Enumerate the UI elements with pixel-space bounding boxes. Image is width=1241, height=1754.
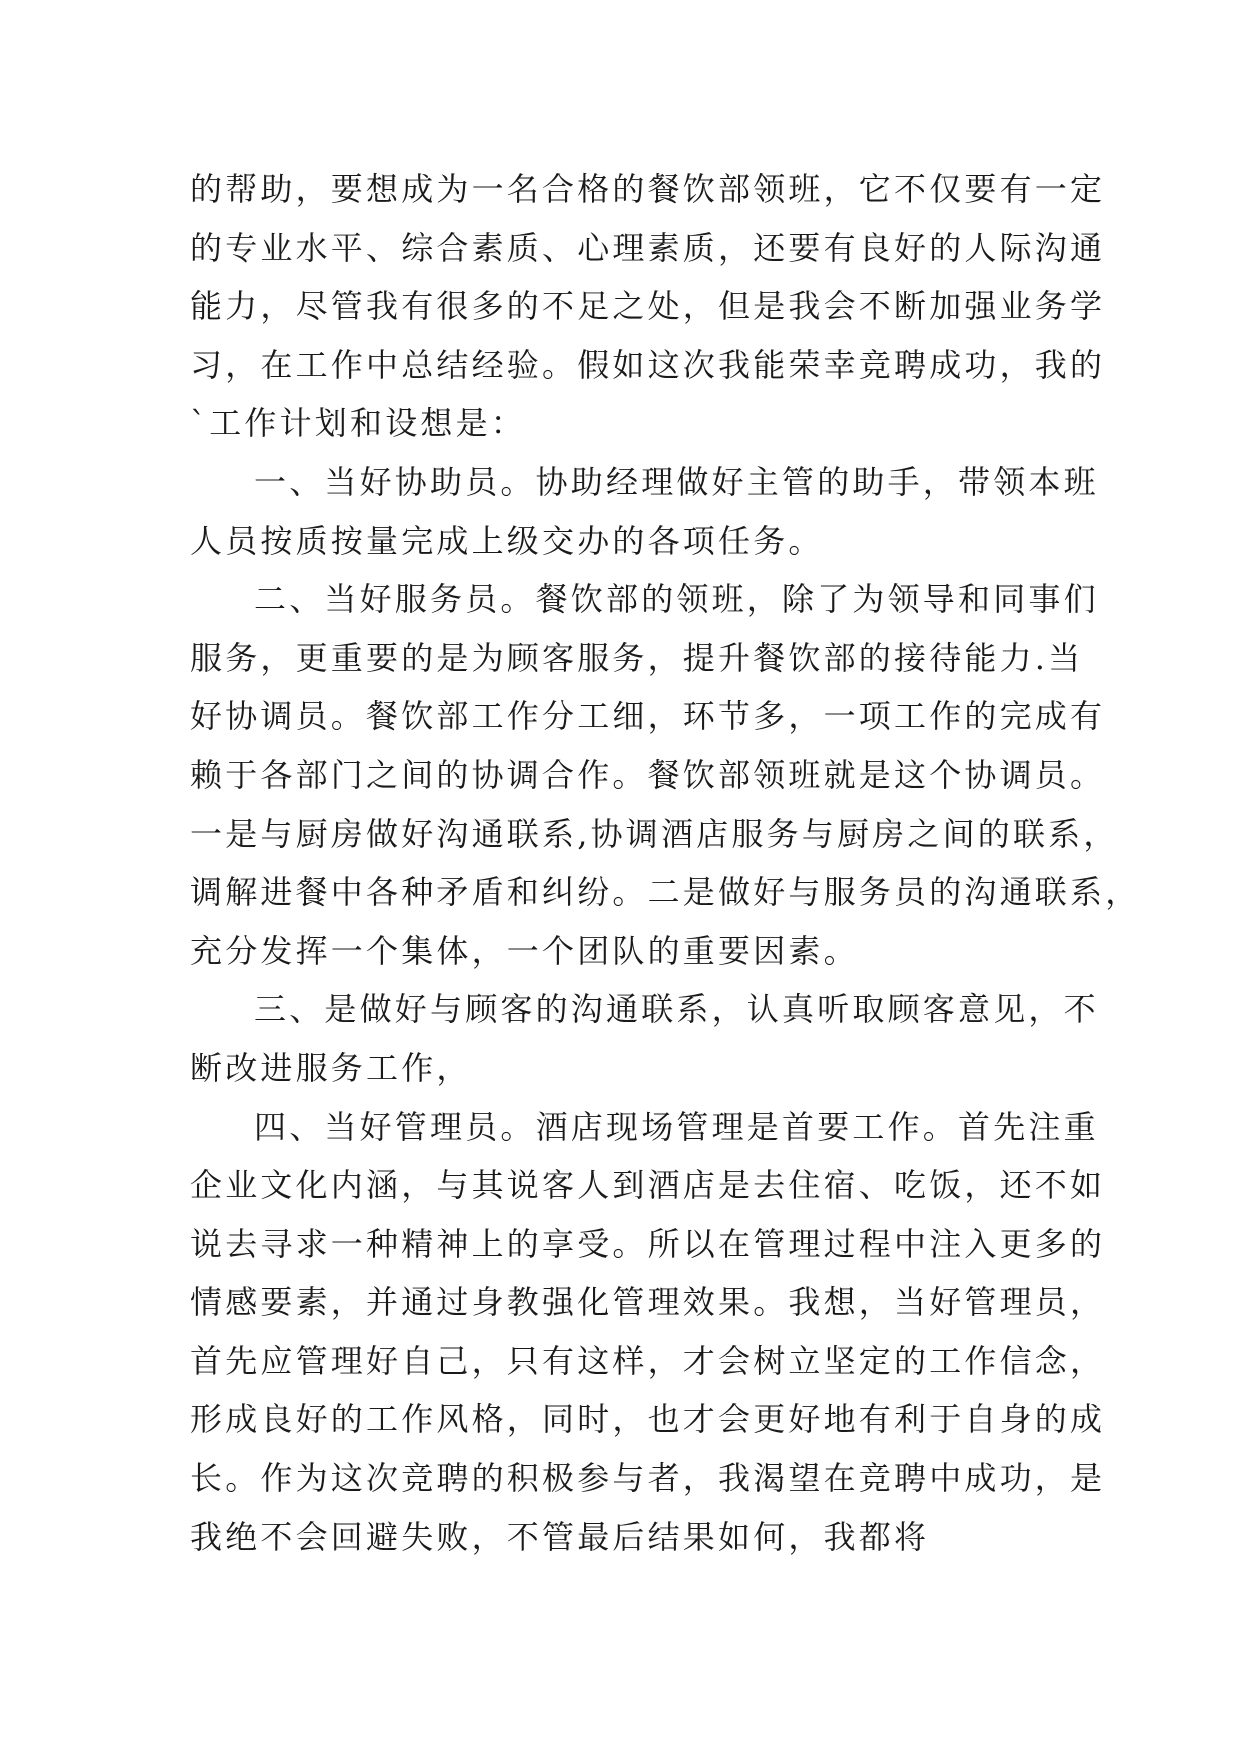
text-line: 能力，尽管我有很多的不足之处，但是我会不断加强业务学 [190,287,1106,326]
text-line: 好协调员。餐饮部工作分工细，环节多，一项工作的完成有 [190,697,1106,736]
text-line: 充分发挥一个集体，一个团队的重要因素。 [190,931,859,970]
paragraph-start-line: 三、是做好与顾客的沟通联系，认真听取顾客意见，不 [254,990,1099,1029]
text-line: 的帮助，要想成为一名合格的餐饮部领班，它不仅要有一定 [190,170,1106,208]
text-line: `工作计划和设想是： [190,404,527,443]
text-line: 企业文化内涵，与其说客人到酒店是去住宿、吃饭，还不如 [190,1166,1106,1205]
text-line: 习，在工作中总结经验。假如这次我能荣幸竞聘成功，我的 [190,345,1106,384]
body-text [190,160,1141,1566]
text-line: 的专业水平、综合素质、心理素质，还要有良好的人际沟通 [190,228,1106,267]
text-line: 我绝不会回避失败，不管最后结果如何，我都将 [190,1517,930,1556]
text-line: 情感要素，并通过身教强化管理效果。我想，当好管理员， [190,1283,1106,1322]
text-line: 形成良好的工作风格，同时，也才会更好地有利于自身的成 [190,1400,1106,1439]
text-line: 一是与厨房做好沟通联系,协调酒店服务与厨房之间的联系， [190,814,1119,853]
text-line: 服务，更重要的是为顾客服务，提升餐饮部的接待能力.当 [190,638,1084,677]
paragraph-start-line: 一、当好协助员。协助经理做好主管的助手，带领本班 [254,462,1099,501]
text-line: 断改进服务工作， [190,1048,472,1087]
paragraph-start-line: 二、当好服务员。餐饮部的领班，除了为领导和同事们 [254,580,1099,619]
paragraph-start-line: 四、当好管理员。酒店现场管理是首要工作。首先注重 [254,1107,1099,1146]
text-line: 说去寻求一种精神上的享受。所以在管理过程中注入更多的 [190,1224,1106,1263]
text-line: 长。作为这次竞聘的积极参与者，我渴望在竞聘中成功，是 [190,1459,1106,1498]
text-line: 赖于各部门之间的协调合作。餐饮部领班就是这个协调员。 [190,755,1106,794]
text-line: 人员按质按量完成上级交办的各项任务。 [190,521,824,560]
text-line: 调解进餐中各种矛盾和纠纷。二是做好与服务员的沟通联系， [190,873,1141,912]
text-line: 首先应管理好自己，只有这样，才会树立坚定的工作信念， [190,1341,1106,1380]
